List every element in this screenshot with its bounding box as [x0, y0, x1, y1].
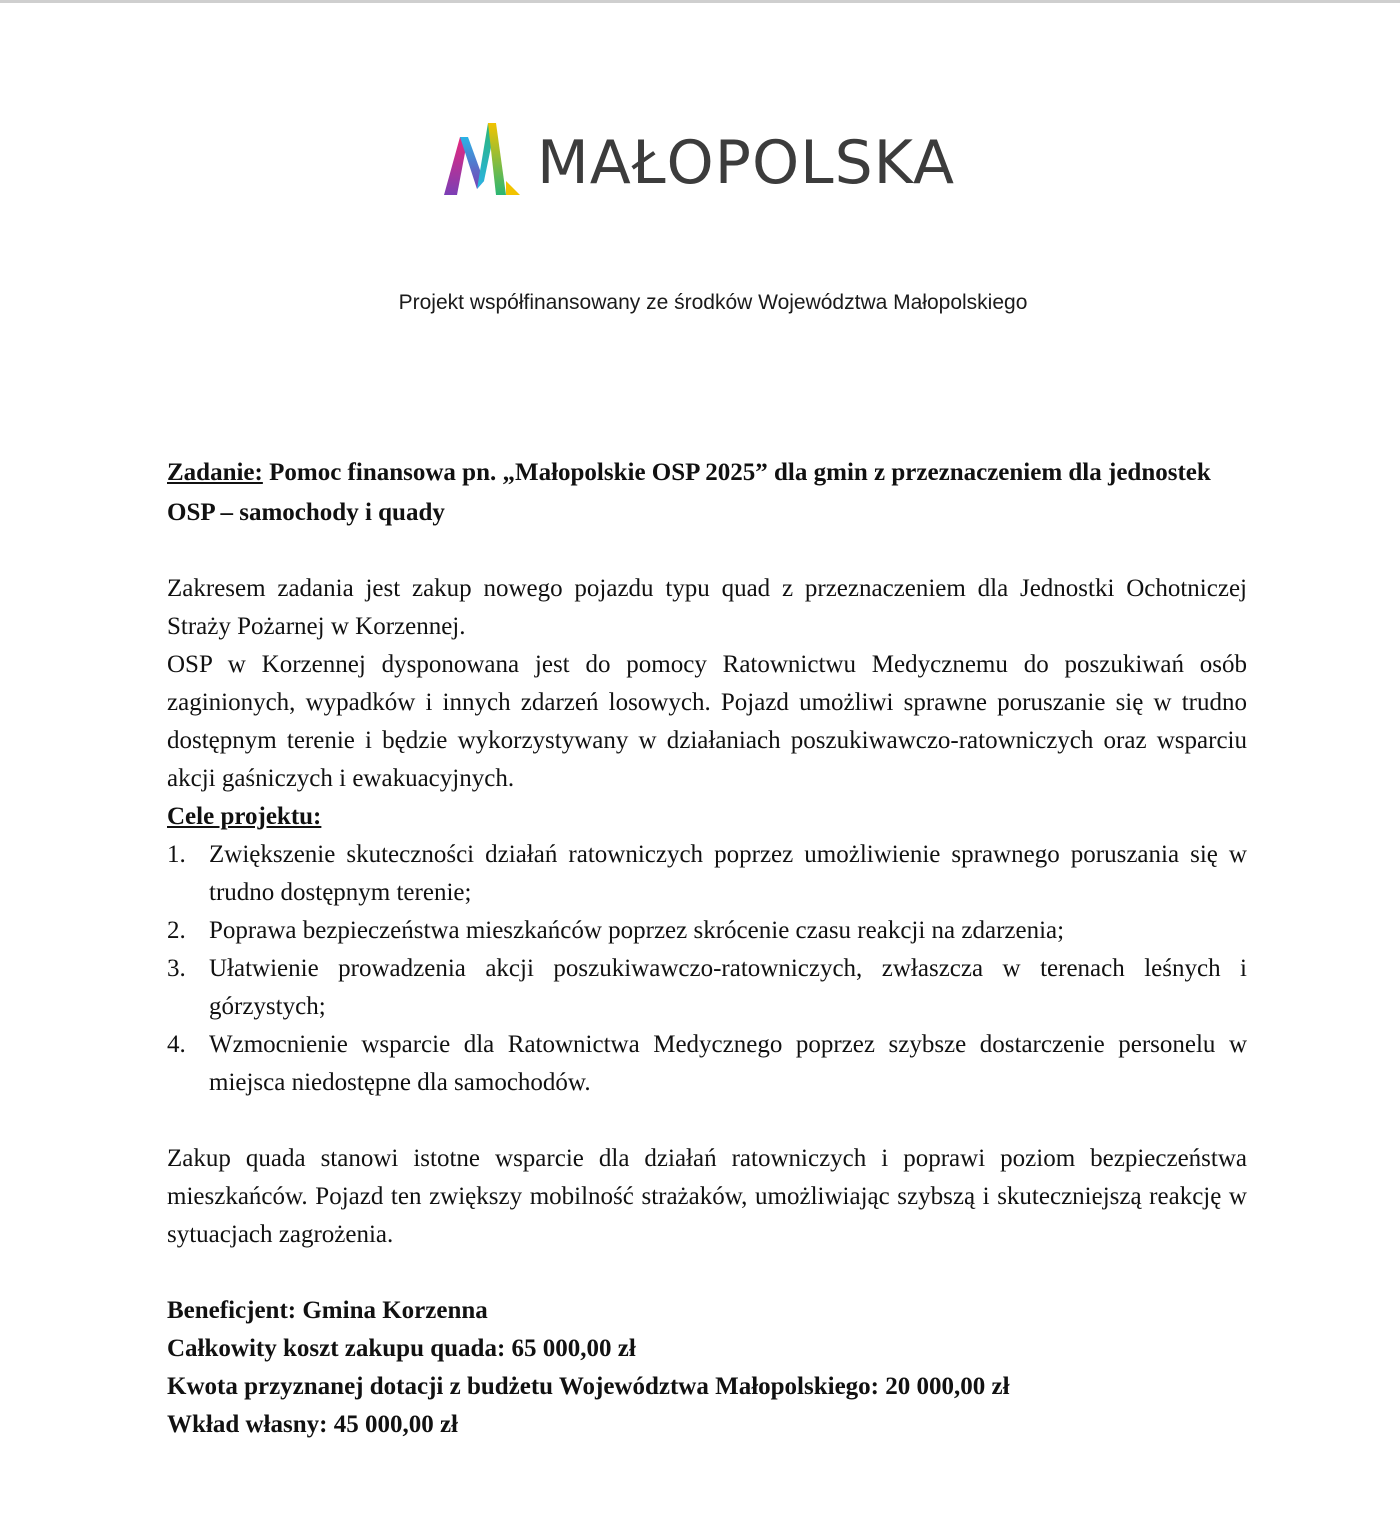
- closing-paragraph: Zakup quada stanowi istotne wsparcie dla działań ratowniczych i poprawi poziom bezpieczeństwa mieszkańców. Pojazd ten zwiększy mobilność strażaków, umożliwiając szybszą i skuteczniejszą reakcję w sytuacjach zagrożenia.: [167, 1145, 1247, 1248]
- task-text: Pomoc finansowa pn. „Małopolskie OSP 2025” dla gmin z przeznaczeniem dla jednostek OSP – samochody i quady: [167, 459, 1211, 526]
- total-cost: Całkowity koszt zakupu quada: 65 000,00 zł: [167, 1335, 636, 1362]
- list-item-number: 3.: [167, 955, 186, 982]
- list-item: [167, 836, 1247, 912]
- list-item: [167, 950, 1247, 1026]
- list-item-text: Zwiększenie skuteczności działań ratowniczych poprzez umożliwienie sprawnego poruszania się w trudno dostępnym terenie;: [209, 841, 1247, 906]
- list-item-number: 2.: [167, 917, 186, 944]
- cofinancing-note: Projekt współfinansowany ze środków Województwa Małopolskiego: [398, 291, 1028, 314]
- goals-list: [167, 836, 1247, 1102]
- task-heading: [167, 453, 1247, 533]
- malopolska-logo: [444, 121, 984, 203]
- list-item: [167, 1026, 1247, 1102]
- funding-summary: [167, 1292, 1247, 1444]
- beneficiary: Beneficjent: Gmina Korzenna: [167, 1297, 488, 1324]
- list-item-number: 1.: [167, 841, 186, 868]
- document-body: [167, 453, 1247, 1444]
- list-item-text: Poprawa bezpieczeństwa mieszkańców poprzez skrócenie czasu reakcji na zdarzenia;: [209, 917, 1065, 944]
- list-item-text: Ułatwienie prowadzenia akcji poszukiwawczo-ratowniczych, zwłaszcza w terenach leśnych i górzystych;: [209, 955, 1247, 1020]
- list-item: [167, 912, 1247, 950]
- list-item-text: Wzmocnienie wsparcie dla Ratownictwa Medycznego poprzez szybsze dostarczenie personelu w miejsca niedostępne dla samochodów.: [209, 1031, 1247, 1096]
- logo-wordmark: MAŁOPOLSKA: [537, 128, 956, 198]
- malopolska-m-logo-icon: [444, 123, 520, 195]
- intro-paragraph-2: OSP w Korzennej dysponowana jest do pomocy Ratownictwu Medycznemu do poszukiwań osób zaginionych, wypadków i innych zdarzeń losowych. Pojazd umożliwi sprawne poruszanie się w trudno dostępnym terenie i będzie wykorzystywany w działaniach poszukiwawczo-ratowniczych oraz wsparciu akcji gaśniczych i ewakuacyjnych.: [167, 651, 1247, 792]
- intro-paragraph-1: Zakresem zadania jest zakup nowego pojazdu typu quad z przeznaczeniem dla Jednostki Ochotniczej Straży Pożarnej w Korzennej.: [167, 575, 1247, 640]
- own-contribution: Wkład własny: 45 000,00 zł: [167, 1411, 459, 1438]
- goals-title: Cele projektu:: [167, 803, 322, 830]
- task-label: Zadanie:: [167, 459, 263, 486]
- grant-amount: Kwota przyznanej dotacji z budżetu Województwa Małopolskiego: 20 000,00 zł: [167, 1373, 1010, 1400]
- list-item-number: 4.: [167, 1031, 186, 1058]
